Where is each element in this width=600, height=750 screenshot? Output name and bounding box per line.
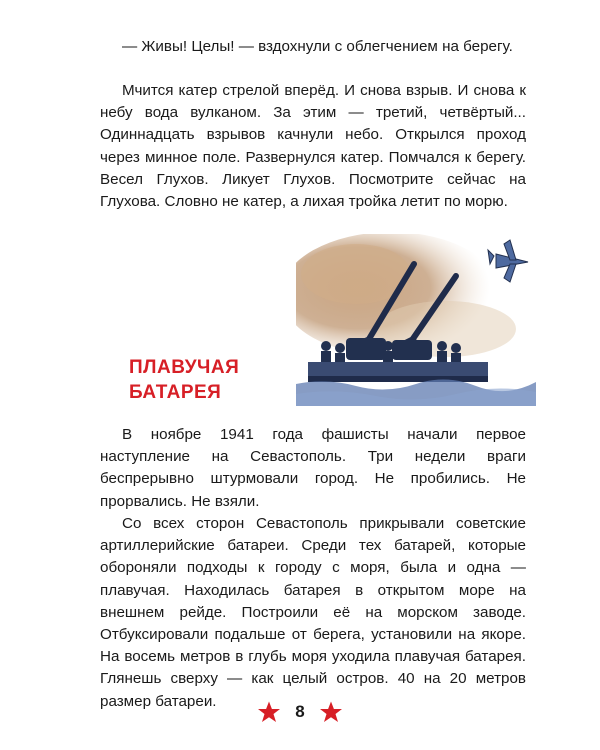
heading-line-2: БАТАРЕЯ [129,382,222,403]
heading-line-1: ПЛАВУЧАЯ [129,357,240,378]
battery-illustration [296,234,536,406]
star-icon [257,700,281,724]
paragraph-3: В ноябре 1941 года фашисты начали первое наступление на Севастополь. Три недели враги беспрерывно штурмовали город. Не пробились. Не прорвались. Не взяли. [100,426,526,510]
paragraph-4: Со всех сторон Севастополь прикрывали советские артиллерийские батареи. Среди тех батарей, которые обороняли подходы к городу с моря, была и одна — плавучая. Находилась батарея в открытом море на внешнем рейде. Построили её на морском заводе. Отбуксировали подальше от берега, установили на якоре. На восемь метров в глубь моря уходила плавучая батарея. Глянешь сверху — как целый остров. 40 на 20 метров размер батареи. [100,515,526,710]
paragraph-1: — Живы! Целы! — вздохнули с облегчением на берегу. [122,38,513,55]
page-footer [0,700,600,724]
paragraph-2: Мчится катер стрелой вперёд. И снова взрыв. И снова к небу вода вулканом. За этим — третий, четвёртый... Одиннадцать взрывов качнули небо. Открылся проход через минное поле. Развернулся катер. Помчался к берегу. Весел Глухов. Ликует Глухов. Посмотрите сейчас на Глухова. Словно не катер, а лихая тройка летит по морю. [100,82,526,211]
section-heading [129,355,239,405]
page-number: 8 [295,702,305,721]
star-icon [319,700,343,724]
